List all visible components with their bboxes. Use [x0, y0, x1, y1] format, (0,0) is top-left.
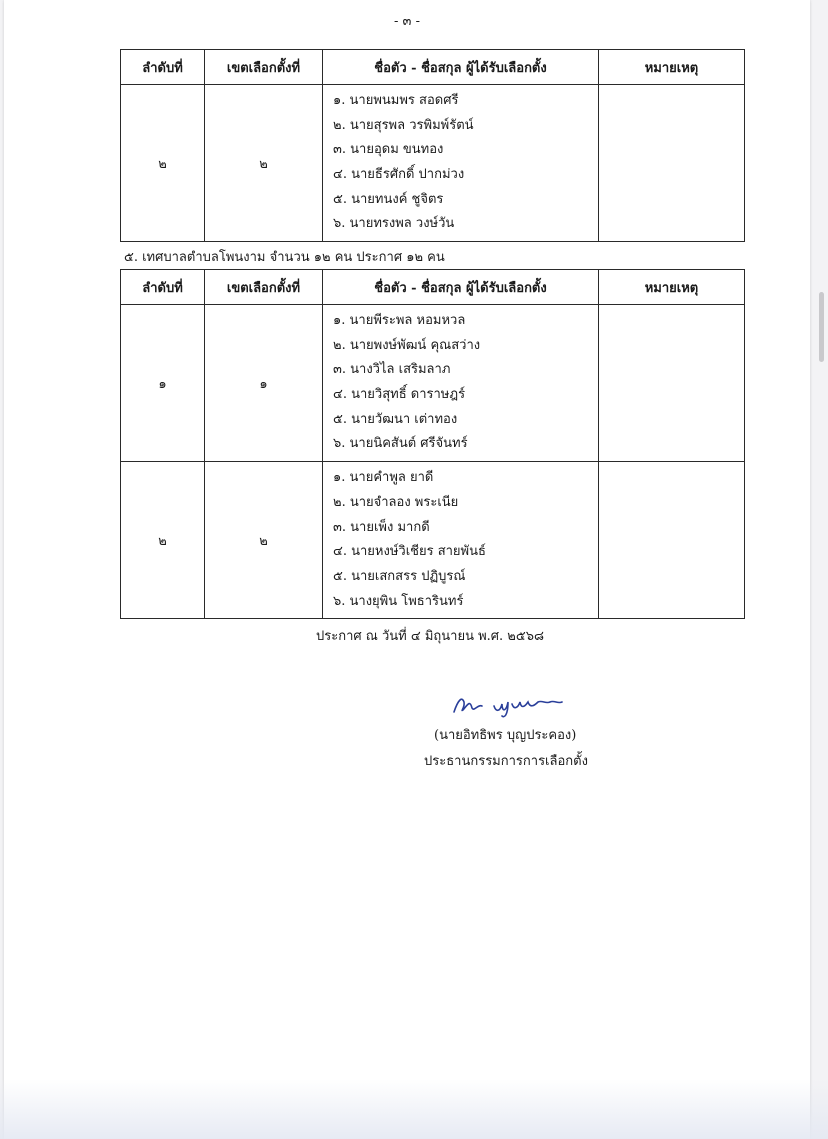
district-cell: ๒: [205, 85, 323, 242]
list-item: ๑. นายพนมพร สอดศรี: [333, 93, 459, 108]
names-cell: [323, 305, 599, 462]
table-row: [121, 462, 745, 619]
list-item: ๓. นายอุดม ขนทอง: [333, 142, 444, 158]
document-page: [4, 0, 810, 1139]
remark-cell: [599, 305, 745, 462]
page-number: - ๓ -: [394, 14, 420, 29]
results-table-1: [120, 49, 745, 242]
list-item: ๖. นางยุพิน โพธารินทร์: [333, 593, 464, 609]
list-item: ๖. นายนิคสันต์ ศรีจันทร์: [333, 436, 468, 452]
order-cell: ๒: [121, 85, 205, 242]
bottom-fade: [0, 1079, 828, 1139]
elected-names-list: [323, 462, 598, 618]
names-cell: [323, 462, 599, 619]
list-item: ๕. นายทนงค์ ชูจิตร: [333, 191, 444, 207]
list-item: ๓. นางวิไล เสริมลาภ: [333, 362, 451, 378]
district-cell: ๒: [205, 462, 323, 619]
order-cell: ๑: [121, 305, 205, 462]
elected-names-list: [323, 305, 598, 461]
signer-name: (นายอิทธิพร บุญประคอง): [434, 728, 577, 743]
header-remark: หมายเหตุ: [599, 270, 745, 305]
header-district: เขตเลือกตั้งที่: [205, 270, 323, 305]
elected-names-list: [323, 85, 598, 241]
list-item: ๒. นายจำลอง พระเนีย: [333, 494, 459, 510]
header-order: ลำดับที่: [121, 50, 205, 85]
list-item: ๑. นายพีระพล หอมหวล: [333, 313, 466, 328]
list-item: ๕. นายวัฒนา เต่าทอง: [333, 411, 458, 427]
list-item: ๓. นายเพ็ง มากดี: [333, 519, 430, 535]
announcement-date: ประกาศ ณ วันที่ ๔ มิถุนายน พ.ศ. ๒๕๖๘: [316, 629, 544, 644]
list-item: ๒. นายพงษ์พัฒน์ คุณสว่าง: [333, 337, 481, 353]
names-cell: [323, 85, 599, 242]
list-item: ๒. นายสุรพล วรพิมพ์รัตน์: [333, 117, 474, 133]
header-remark: หมายเหตุ: [599, 50, 745, 85]
list-item: ๔. นายหงษ์วิเชียร สายพันธ์: [333, 544, 486, 560]
header-district: เขตเลือกตั้งที่: [205, 50, 323, 85]
list-item: ๔. นายธีรศักดิ์ ปากม่วง: [333, 167, 465, 183]
list-item: ๕. นายเสกสรร ปฏิบูรณ์: [333, 568, 466, 584]
table-header-row: [121, 270, 745, 305]
header-name: ชื่อตัว - ชื่อสกุล ผู้ได้รับเลือกตั้ง: [323, 270, 599, 305]
signer-title: ประธานกรรมการการเลือกตั้ง: [424, 754, 588, 769]
district-cell: ๑: [205, 305, 323, 462]
table-header-row: [121, 50, 745, 85]
section-5-heading: ๕. เทศบาลตำบลโพนงาม จำนวน ๑๒ คน ประกาศ ๑๒ คน: [124, 250, 445, 265]
list-item: ๖. นายทรงพล วงษ์วัน: [333, 216, 455, 232]
header-order: ลำดับที่: [121, 270, 205, 305]
header-name: ชื่อตัว - ชื่อสกุล ผู้ได้รับเลือกตั้ง: [323, 50, 599, 85]
order-cell: ๒: [121, 462, 205, 619]
results-table-2: [120, 269, 745, 619]
signature-image: [450, 690, 570, 720]
scrollbar-thumb[interactable]: [819, 292, 824, 362]
table-row: [121, 305, 745, 462]
list-item: ๑. นายคำพูล ยาดี: [333, 470, 434, 486]
remark-cell: [599, 462, 745, 619]
remark-cell: [599, 85, 745, 242]
list-item: ๔. นายวิสุทธิ์ ดาราษฎร์: [333, 387, 466, 403]
table-row: [121, 85, 745, 242]
